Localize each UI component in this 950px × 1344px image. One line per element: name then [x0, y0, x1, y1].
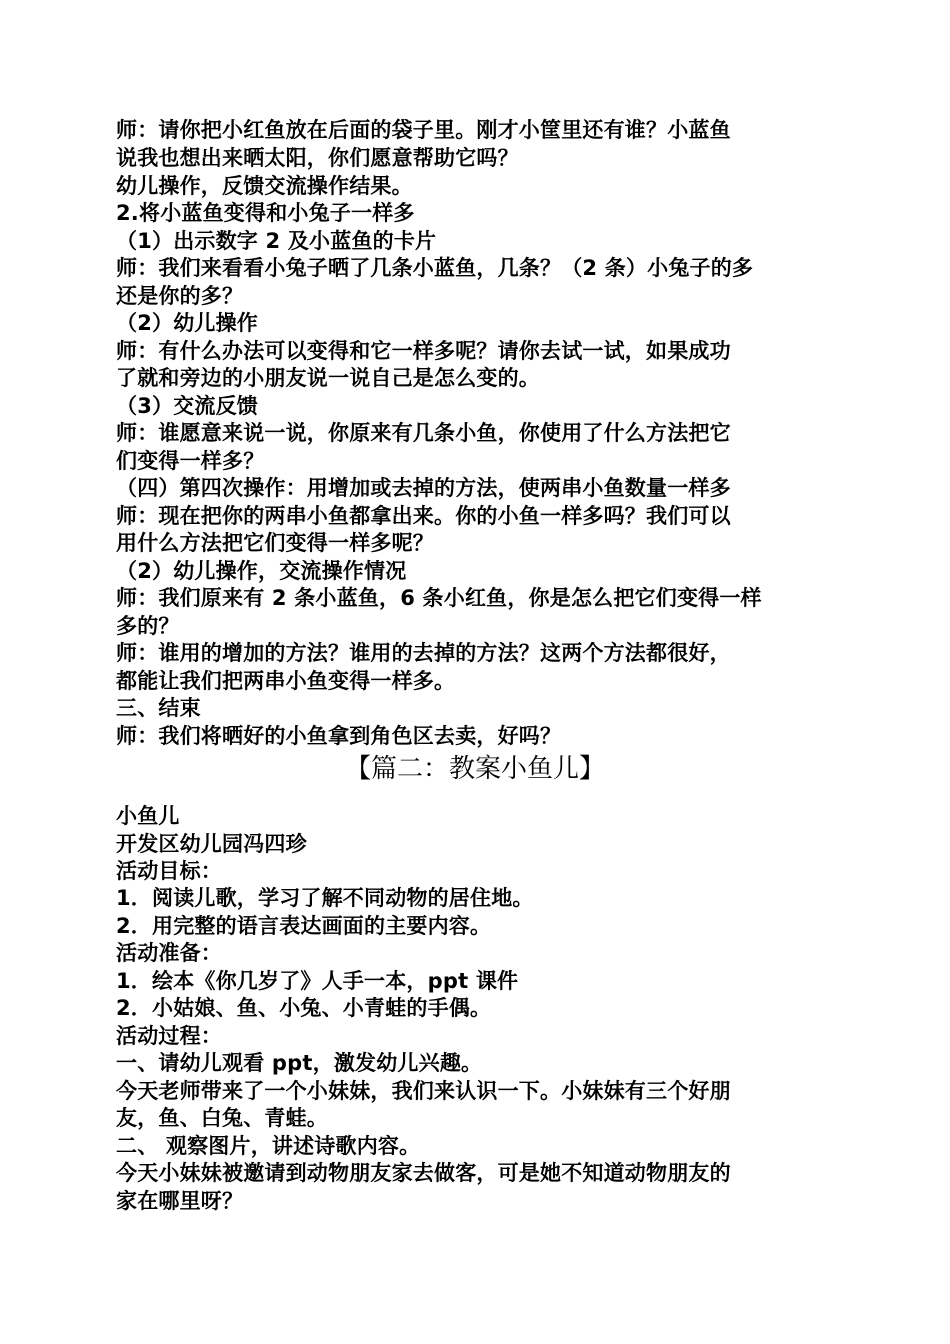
text-line: 小鱼儿: [116, 804, 180, 828]
text-line: 活动目标：: [116, 859, 222, 883]
text-line: 活动准备：: [116, 941, 222, 965]
text-line: 师：我们原来有 2 条小蓝鱼，6 条小红鱼，你是怎么把它们变得一样: [116, 586, 762, 610]
text-line: （3）交流反馈: [116, 394, 259, 418]
text-line: 们变得一样多？: [116, 449, 265, 473]
text-line: 1．绘本《你几岁了》人手一本，ppt 课件: [116, 969, 519, 993]
text-line: 三、结束: [116, 696, 201, 720]
text-line: 师：谁用的增加的方法？谁用的去掉的方法？这两个方法都很好，: [116, 641, 731, 665]
text-line: 还是你的多？: [116, 284, 244, 308]
text-line: 幼儿操作，反馈交流操作结果。: [116, 174, 413, 198]
text-line: （2）幼儿操作，交流操作情况: [116, 559, 407, 583]
text-line: 今天小妹妹被邀请到动物朋友家去做客，可是她不知道动物朋友的: [116, 1161, 731, 1185]
text-line: 开发区幼儿园冯四珍: [116, 832, 307, 856]
text-line: 多的？: [116, 614, 180, 638]
text-line: （2）幼儿操作: [116, 311, 259, 335]
text-line: 师：我们将晒好的小鱼拿到角色区去卖，好吗？: [116, 724, 562, 748]
text-line: （1）出示数字 2 及小蓝鱼的卡片: [116, 229, 437, 253]
text-line: 2.将小蓝鱼变得和小兔子一样多: [116, 201, 415, 225]
text-line: 师：请你把小红鱼放在后面的袋子里。刚才小筐里还有谁？小蓝鱼: [116, 118, 731, 142]
text-line: 了就和旁边的小朋友说一说自己是怎么变的。: [116, 366, 540, 390]
text-line: 师：我们来看看小兔子晒了几条小蓝鱼，几条？（2 条）小兔子的多: [116, 256, 754, 280]
text-line: 活动过程：: [116, 1024, 222, 1048]
text-line: 今天老师带来了一个小妹妹，我们来认识一下。小妹妹有三个好朋: [116, 1079, 731, 1103]
text-line: 都能让我们把两串小鱼变得一样多。: [116, 669, 456, 693]
text-line: 师：有什么办法可以变得和它一样多呢？请你去试一试，如果成功: [116, 339, 731, 363]
text-line: 家在哪里呀？: [116, 1189, 244, 1213]
text-line: 二、 观察图片，讲述诗歌内容。: [116, 1134, 421, 1158]
text-line: 一、请幼儿观看 ppt，激发幼儿兴趣。: [116, 1051, 483, 1075]
text-line: 说我也想出来晒太阳，你们愿意帮助它吗？: [116, 146, 519, 170]
text-line: （四）第四次操作：用增加或去掉的方法，使两串小鱼数量一样多: [116, 476, 731, 500]
text-line: 2．小姑娘、鱼、小兔、小青蛙的手偶。: [116, 996, 492, 1020]
text-line: 师：现在把你的两串小鱼都拿出来。你的小鱼一样多吗？我们可以: [116, 504, 731, 528]
section-title: 【篇二：教案小鱼儿】: [344, 754, 605, 784]
text-line: 师：谁愿意来说一说，你原来有几条小鱼，你使用了什么方法把它: [116, 421, 731, 445]
text-line: 2．用完整的语言表达画面的主要内容。: [116, 914, 492, 938]
text-line: 用什么方法把它们变得一样多呢？: [116, 531, 434, 555]
text-line: 友，鱼、白兔、青蛙。: [116, 1106, 328, 1130]
text-line: 1．阅读儿歌，学习了解不同动物的居住地。: [116, 886, 534, 910]
